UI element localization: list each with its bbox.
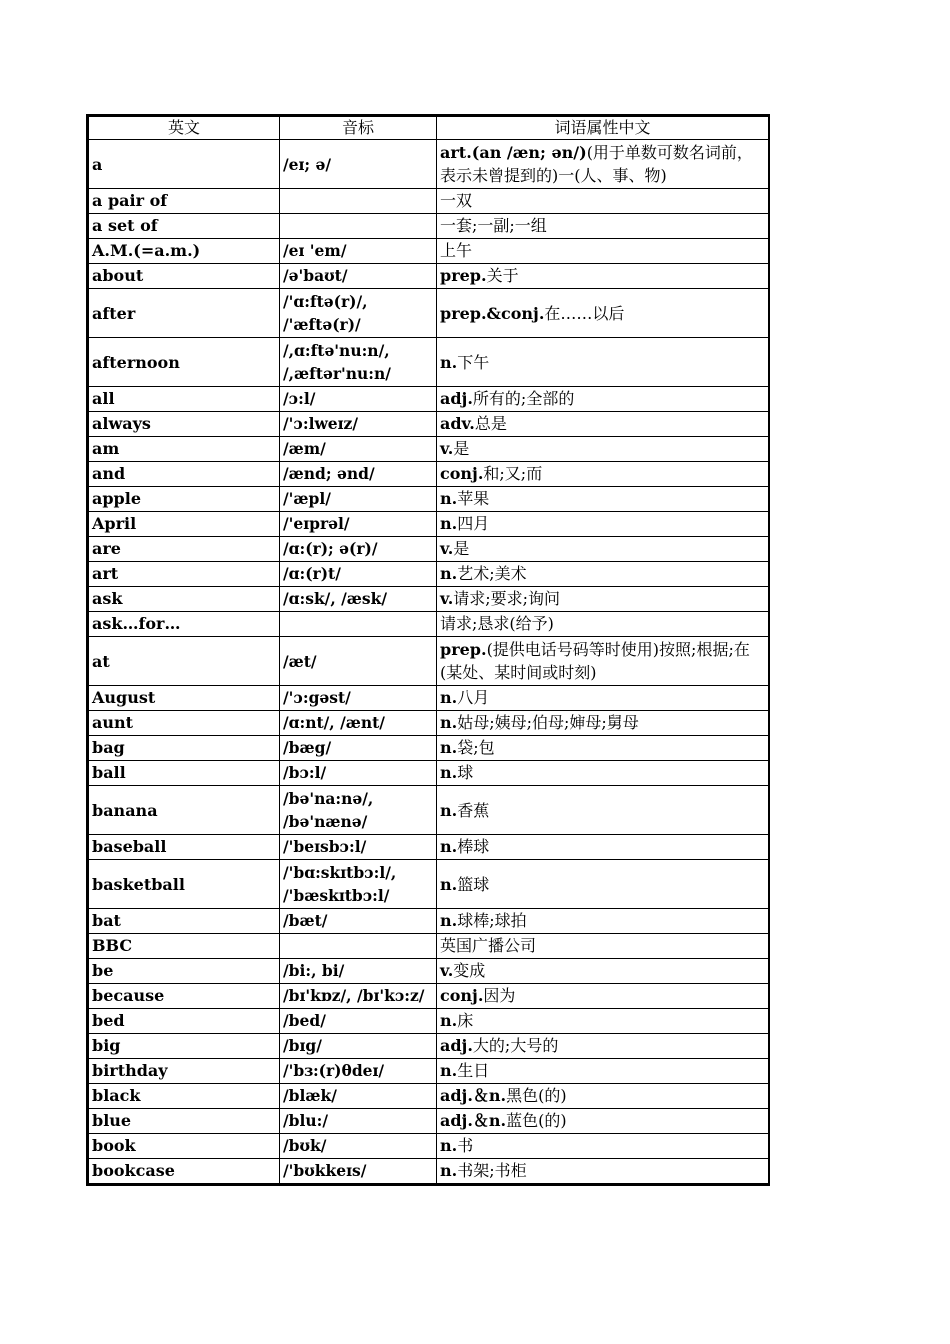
- meaning-text: 香蕉: [457, 800, 490, 820]
- meaning-text: 变成: [453, 961, 486, 980]
- phonetic-cell: /,ɑ:ftə'nu:n/, /,æftər'nu:n/: [280, 338, 437, 387]
- word-cell: blue: [89, 1109, 280, 1134]
- table-row: [89, 637, 769, 686]
- meaning-text: 请求;恳求(给予): [440, 614, 554, 633]
- table-row: [89, 686, 769, 711]
- phonetic-cell: /æt/: [280, 637, 437, 686]
- meaning-text: 艺术;美术: [457, 564, 527, 583]
- word-cell: and: [89, 462, 280, 487]
- phonetic-cell: /bed/: [280, 1009, 437, 1034]
- meaning-text: 和;又;而: [483, 464, 543, 483]
- table-row: [89, 338, 769, 387]
- meaning-cell: [437, 612, 769, 637]
- meaning-text: 四月: [457, 514, 490, 533]
- table-row: [89, 562, 769, 587]
- table-row: [89, 1084, 769, 1109]
- phonetic-cell: /bæt/: [280, 909, 437, 934]
- header-meaning: 词语属性中文: [437, 117, 769, 140]
- part-of-speech: adj.: [440, 1036, 473, 1055]
- meaning-cell: [437, 959, 769, 984]
- table-row: [89, 909, 769, 934]
- meaning-cell: [437, 686, 769, 711]
- part-of-speech: prep.&conj.: [440, 303, 545, 323]
- table-row: [89, 984, 769, 1009]
- part-of-speech: v.: [440, 961, 454, 980]
- meaning-cell: [437, 1134, 769, 1159]
- word-cell: are: [89, 537, 280, 562]
- word-cell: April: [89, 512, 280, 537]
- meaning-cell: [437, 140, 769, 189]
- table-row: [89, 612, 769, 637]
- part-of-speech: n.: [440, 911, 458, 930]
- meaning-cell: [437, 189, 769, 214]
- meaning-cell: [437, 835, 769, 860]
- part-of-speech: adj.＆n.: [440, 1086, 507, 1105]
- phonetic-cell: /bæg/: [280, 736, 437, 761]
- table-row: [89, 761, 769, 786]
- table-row: [89, 487, 769, 512]
- meaning-cell: [437, 736, 769, 761]
- part-of-speech: prep.: [440, 266, 487, 285]
- word-cell: a pair of: [89, 189, 280, 214]
- part-of-speech: n.: [440, 352, 458, 372]
- phonetic-cell: /'bʊkkeɪs/: [280, 1159, 437, 1184]
- table-row: [89, 1034, 769, 1059]
- table-row: [89, 140, 769, 189]
- meaning-text: 生日: [457, 1061, 490, 1080]
- phonetic-cell: /bɪ'kɒz/, /bɪ'kɔ:z/: [280, 984, 437, 1009]
- phonetic-cell: /'bɑ:skɪtbɔ:l/, /'bæskɪtbɔ:l/: [280, 860, 437, 909]
- table-row: [89, 1109, 769, 1134]
- part-of-speech: v.: [440, 589, 454, 608]
- meaning-text: 一双: [440, 191, 473, 210]
- meaning-text: 总是: [474, 414, 507, 433]
- phonetic-cell: /blu:/: [280, 1109, 437, 1134]
- meaning-cell: [437, 437, 769, 462]
- table-body: [89, 140, 769, 1184]
- word-cell: about: [89, 264, 280, 289]
- part-of-speech: art.(an /æn; ən/): [440, 143, 587, 162]
- meaning-text: 袋;包: [457, 738, 495, 757]
- phonetic-cell: /ɑ:sk/, /æsk/: [280, 587, 437, 612]
- part-of-speech: adj.: [440, 389, 473, 408]
- meaning-text: 篮球: [457, 874, 490, 894]
- phonetic-cell: /ə'baʊt/: [280, 264, 437, 289]
- phonetic-cell: [280, 214, 437, 239]
- table-row: [89, 1059, 769, 1084]
- table-row: [89, 289, 769, 338]
- part-of-speech: n.: [440, 1061, 458, 1080]
- meaning-cell: [437, 338, 769, 387]
- meaning-cell: [437, 264, 769, 289]
- word-cell: all: [89, 387, 280, 412]
- word-cell: birthday: [89, 1059, 280, 1084]
- meaning-cell: [437, 637, 769, 686]
- word-cell: ball: [89, 761, 280, 786]
- part-of-speech: conj.: [440, 464, 484, 483]
- word-cell: book: [89, 1134, 280, 1159]
- phonetic-cell: /æm/: [280, 437, 437, 462]
- meaning-text: 书架;书柜: [457, 1161, 527, 1180]
- vocabulary-table-container: [86, 114, 770, 1186]
- meaning-cell: [437, 909, 769, 934]
- phonetic-cell: [280, 612, 437, 637]
- phonetic-cell: /eɪ 'em/: [280, 239, 437, 264]
- meaning-text: 棒球: [457, 837, 490, 856]
- meaning-text: 所有的;全部的: [472, 389, 575, 408]
- phonetic-cell: [280, 189, 437, 214]
- meaning-text: 蓝色(的): [506, 1111, 567, 1130]
- phonetic-cell: /bi:, bi/: [280, 959, 437, 984]
- phonetic-cell: /ænd; ənd/: [280, 462, 437, 487]
- word-cell: a set of: [89, 214, 280, 239]
- phonetic-cell: /bɔ:l/: [280, 761, 437, 786]
- table-row: [89, 1009, 769, 1034]
- phonetic-cell: /'ɑ:ftə(r)/, /'æftə(r)/: [280, 289, 437, 338]
- phonetic-cell: /'beɪsbɔ:l/: [280, 835, 437, 860]
- phonetic-cell: /ɑ:(r); ə(r)/: [280, 537, 437, 562]
- meaning-text: (用于单数可数名词前，表示未曾提到的)一(人、事、物): [440, 143, 753, 185]
- part-of-speech: n.: [440, 874, 458, 894]
- phonetic-cell: /ɑ:(r)t/: [280, 562, 437, 587]
- meaning-text: (提供电话号码等时使用)按照;根据;在(某处、某时间或时刻): [440, 640, 750, 682]
- table-row: [89, 189, 769, 214]
- phonetic-cell: [280, 934, 437, 959]
- meaning-cell: [437, 1109, 769, 1134]
- part-of-speech: n.: [440, 763, 458, 782]
- part-of-speech: n.: [440, 564, 458, 583]
- header-english: 英文: [89, 117, 280, 140]
- part-of-speech: n.: [440, 489, 458, 508]
- table-row: [89, 711, 769, 736]
- word-cell: ask: [89, 587, 280, 612]
- part-of-speech: v.: [440, 439, 454, 458]
- table-row: [89, 437, 769, 462]
- phonetic-cell: /'eɪprəl/: [280, 512, 437, 537]
- word-cell: banana: [89, 786, 280, 835]
- meaning-text: 是: [453, 539, 470, 558]
- part-of-speech: adj.＆n.: [440, 1111, 507, 1130]
- word-cell: art: [89, 562, 280, 587]
- table-row: [89, 412, 769, 437]
- table-row: [89, 512, 769, 537]
- table-header-row: [89, 117, 769, 140]
- table-row: [89, 462, 769, 487]
- part-of-speech: v.: [440, 539, 454, 558]
- meaning-cell: [437, 786, 769, 835]
- word-cell: August: [89, 686, 280, 711]
- word-cell: big: [89, 1034, 280, 1059]
- table-row: [89, 1134, 769, 1159]
- header-phonetic: 音标: [280, 117, 437, 140]
- word-cell: afternoon: [89, 338, 280, 387]
- word-cell: always: [89, 412, 280, 437]
- meaning-cell: [437, 487, 769, 512]
- meaning-cell: [437, 761, 769, 786]
- meaning-cell: [437, 984, 769, 1009]
- meaning-cell: [437, 1084, 769, 1109]
- phonetic-cell: /bə'na:nə/, /bə'nænə/: [280, 786, 437, 835]
- word-cell: because: [89, 984, 280, 1009]
- word-cell: at: [89, 637, 280, 686]
- meaning-text: 黑色(的): [506, 1086, 567, 1105]
- table-row: [89, 537, 769, 562]
- table-row: [89, 387, 769, 412]
- meaning-cell: [437, 1159, 769, 1184]
- vocabulary-table: [88, 116, 769, 1184]
- part-of-speech: n.: [440, 837, 458, 856]
- table-row: [89, 264, 769, 289]
- meaning-text: 请求;要求;询问: [453, 589, 561, 608]
- meaning-cell: [437, 537, 769, 562]
- part-of-speech: n.: [440, 688, 458, 707]
- meaning-cell: [437, 412, 769, 437]
- phonetic-cell: /ɑ:nt/, /ænt/: [280, 711, 437, 736]
- meaning-text: 书: [457, 1136, 474, 1155]
- meaning-cell: [437, 562, 769, 587]
- meaning-text: 球: [457, 763, 474, 782]
- meaning-text: 下午: [457, 352, 490, 372]
- meaning-text: 八月: [457, 688, 490, 707]
- table-row: [89, 736, 769, 761]
- part-of-speech: prep.: [440, 640, 487, 659]
- meaning-cell: [437, 214, 769, 239]
- part-of-speech: conj.: [440, 986, 484, 1005]
- meaning-text: 一套;一副;一组: [440, 216, 547, 235]
- meaning-cell: [437, 587, 769, 612]
- meaning-text: 英国广播公司: [440, 936, 537, 955]
- word-cell: ask…for…: [89, 612, 280, 637]
- table-row: [89, 587, 769, 612]
- table-row: [89, 835, 769, 860]
- meaning-text: 在……以后: [544, 303, 625, 323]
- table-row: [89, 1159, 769, 1184]
- phonetic-cell: /blæk/: [280, 1084, 437, 1109]
- table-row: [89, 239, 769, 264]
- meaning-text: 苹果: [457, 489, 490, 508]
- meaning-text: 关于: [486, 266, 519, 285]
- phonetic-cell: /'æpl/: [280, 487, 437, 512]
- meaning-text: 床: [457, 1011, 474, 1030]
- word-cell: bookcase: [89, 1159, 280, 1184]
- phonetic-cell: /ɔ:l/: [280, 387, 437, 412]
- phonetic-cell: /bʊk/: [280, 1134, 437, 1159]
- part-of-speech: n.: [440, 1011, 458, 1030]
- word-cell: A.M.(=a.m.): [89, 239, 280, 264]
- part-of-speech: n.: [440, 713, 458, 732]
- part-of-speech: n.: [440, 738, 458, 757]
- meaning-cell: [437, 239, 769, 264]
- meaning-cell: [437, 1059, 769, 1084]
- word-cell: bed: [89, 1009, 280, 1034]
- table-row: [89, 214, 769, 239]
- meaning-cell: [437, 860, 769, 909]
- word-cell: apple: [89, 487, 280, 512]
- part-of-speech: n.: [440, 1161, 458, 1180]
- meaning-cell: [437, 934, 769, 959]
- word-cell: bat: [89, 909, 280, 934]
- meaning-cell: [437, 289, 769, 338]
- meaning-cell: [437, 512, 769, 537]
- meaning-cell: [437, 462, 769, 487]
- table-row: [89, 959, 769, 984]
- part-of-speech: adv.: [440, 414, 475, 433]
- part-of-speech: n.: [440, 1136, 458, 1155]
- meaning-text: 因为: [483, 986, 516, 1005]
- word-cell: be: [89, 959, 280, 984]
- meaning-text: 球棒;球拍: [457, 911, 527, 930]
- table-row: [89, 860, 769, 909]
- word-cell: baseball: [89, 835, 280, 860]
- word-cell: basketball: [89, 860, 280, 909]
- phonetic-cell: /bɪg/: [280, 1034, 437, 1059]
- meaning-text: 上午: [440, 241, 473, 260]
- phonetic-cell: /eɪ; ə/: [280, 140, 437, 189]
- meaning-text: 是: [453, 439, 470, 458]
- word-cell: after: [89, 289, 280, 338]
- table-row: [89, 934, 769, 959]
- phonetic-cell: /'bɜ:(r)θdeɪ/: [280, 1059, 437, 1084]
- meaning-text: 大的;大号的: [472, 1036, 559, 1055]
- word-cell: a: [89, 140, 280, 189]
- word-cell: black: [89, 1084, 280, 1109]
- part-of-speech: n.: [440, 800, 458, 820]
- meaning-cell: [437, 387, 769, 412]
- part-of-speech: n.: [440, 514, 458, 533]
- phonetic-cell: /'ɔ:gəst/: [280, 686, 437, 711]
- meaning-cell: [437, 711, 769, 736]
- word-cell: BBC: [89, 934, 280, 959]
- word-cell: am: [89, 437, 280, 462]
- table-row: [89, 786, 769, 835]
- word-cell: bag: [89, 736, 280, 761]
- meaning-cell: [437, 1034, 769, 1059]
- word-cell: aunt: [89, 711, 280, 736]
- phonetic-cell: /'ɔ:lweɪz/: [280, 412, 437, 437]
- meaning-text: 姑母;姨母;伯母;婶母;舅母: [457, 713, 639, 732]
- meaning-cell: [437, 1009, 769, 1034]
